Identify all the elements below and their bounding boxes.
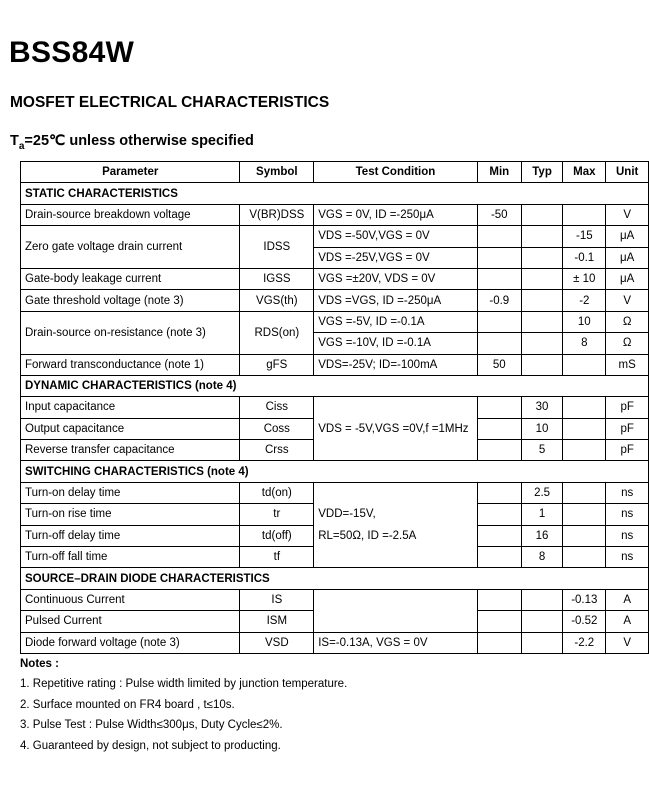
col-header-typ: Typ [521, 162, 562, 183]
min-cell [477, 525, 521, 546]
symbol-cell: Crss [240, 440, 314, 461]
param-cell: Drain-source on-resistance (note 3) [21, 311, 240, 354]
max-cell: 10 [563, 311, 606, 332]
note-item: 1. Repetitive rating : Pulse width limited by junction temperature. [20, 678, 348, 690]
unit-cell: pF [606, 418, 649, 439]
param-cell: Reverse transfer capacitance [21, 440, 240, 461]
param-cell: Turn-on rise time [21, 504, 240, 525]
max-cell: -2 [563, 290, 606, 311]
condition-cell: VGS =±20V, VDS = 0V [314, 268, 477, 289]
condition-cell: VGS =-5V, ID =-0.1A [314, 311, 477, 332]
typ-cell: 1 [521, 504, 562, 525]
max-cell: -0.1 [563, 247, 606, 268]
condition-cell: IS=-0.13A, VGS = 0V [314, 632, 477, 653]
typ-cell [521, 311, 562, 332]
typ-cell [521, 333, 562, 354]
table-row [21, 268, 649, 289]
min-cell: 50 [477, 354, 521, 375]
min-cell [477, 247, 521, 268]
max-cell: 8 [563, 333, 606, 354]
note-item: 3. Pulse Test : Pulse Width≤300μs, Duty Cycle≤2%. [20, 719, 283, 731]
typ-cell [521, 268, 562, 289]
symbol-cell: td(off) [240, 525, 314, 546]
min-cell [477, 311, 521, 332]
unit-cell: mS [606, 354, 649, 375]
min-cell [477, 397, 521, 418]
condition-cell: VDS = -5V,VGS =0V,f =1MHz [314, 397, 477, 461]
symbol-cell: ISM [240, 611, 314, 632]
unit-cell: pF [606, 397, 649, 418]
typ-cell: 30 [521, 397, 562, 418]
typ-cell [521, 354, 562, 375]
param-cell: Continuous Current [21, 589, 240, 610]
min-cell [477, 440, 521, 461]
min-cell [477, 268, 521, 289]
table-row [21, 589, 649, 610]
symbol-cell: td(on) [240, 482, 314, 503]
min-cell [477, 547, 521, 568]
symbol-cell: VGS(th) [240, 290, 314, 311]
unit-cell: V [606, 290, 649, 311]
min-cell [477, 504, 521, 525]
symbol-cell: IS [240, 589, 314, 610]
max-cell [563, 354, 606, 375]
typ-cell [521, 204, 562, 225]
min-cell: -50 [477, 204, 521, 225]
unit-cell: ns [606, 482, 649, 503]
typ-cell [521, 226, 562, 247]
part-number-title: BSS84W [9, 36, 135, 69]
max-cell [563, 547, 606, 568]
table-row [21, 632, 649, 653]
param-cell: Drain-source breakdown voltage [21, 204, 240, 225]
max-cell [563, 418, 606, 439]
symbol-cell: tr [240, 504, 314, 525]
symbol-cell: Coss [240, 418, 314, 439]
max-cell [563, 204, 606, 225]
section-title: DYNAMIC CHARACTERISTICS (note 4) [21, 375, 649, 396]
min-cell: -0.9 [477, 290, 521, 311]
electrical-characteristics-table [20, 161, 649, 654]
section-subtitle: MOSFET ELECTRICAL CHARACTERISTICS [10, 94, 330, 111]
section-title: SWITCHING CHARACTERISTICS (note 4) [21, 461, 649, 482]
condition-cell: VDS =VGS, ID =-250μA [314, 290, 477, 311]
typ-cell [521, 611, 562, 632]
max-cell: -2.2 [563, 632, 606, 653]
param-cell: Pulsed Current [21, 611, 240, 632]
condition-cell [314, 482, 477, 568]
test-condition-note: $T_a=25℃$ unless otherwise specified [10, 133, 254, 152]
max-cell: -0.13 [563, 589, 606, 610]
typ-cell: 5 [521, 440, 562, 461]
unit-cell: A [606, 611, 649, 632]
typ-cell: 10 [521, 418, 562, 439]
col-header-test-condition: Test Condition [314, 162, 477, 183]
table-row [21, 290, 649, 311]
min-cell [477, 333, 521, 354]
param-cell: Gate-body leakage current [21, 268, 240, 289]
symbol-cell: IGSS [240, 268, 314, 289]
symbol-cell: IDSS [240, 226, 314, 269]
note-item: 2. Surface mounted on FR4 board , t≤10s. [20, 698, 235, 711]
unit-cell: pF [606, 440, 649, 461]
condition-cell: VDS =-25V,VGS = 0V [314, 247, 477, 268]
table-row [21, 482, 649, 503]
col-header-symbol: Symbol [240, 162, 314, 183]
condition-cell [314, 589, 477, 632]
symbol-cell: tf [240, 547, 314, 568]
symbol-cell: gFS [240, 354, 314, 375]
unit-cell: ns [606, 547, 649, 568]
param-cell: Forward transconductance (note 1) [21, 354, 240, 375]
col-header-min: Min [477, 162, 521, 183]
param-cell: Turn-on delay time [21, 482, 240, 503]
unit-cell: ns [606, 504, 649, 525]
section-row-switching [21, 461, 649, 482]
condition-line: VDD=-15V, [318, 508, 376, 521]
param-cell: Turn-off delay time [21, 525, 240, 546]
symbol-cell: V(BR)DSS [240, 204, 314, 225]
unit-cell: ns [606, 525, 649, 546]
symbol-cell: VSD [240, 632, 314, 653]
min-cell [477, 589, 521, 610]
typ-cell [521, 247, 562, 268]
max-cell [563, 504, 606, 525]
param-cell: Turn-off fall time [21, 547, 240, 568]
section-title: SOURCE–DRAIN DIODE CHARACTERISTICS [21, 568, 649, 589]
unit-cell: V [606, 204, 649, 225]
min-cell [477, 611, 521, 632]
section-title: STATIC CHARACTERISTICS [21, 183, 649, 204]
typ-cell: 8 [521, 547, 562, 568]
param-cell: Zero gate voltage drain current [21, 226, 240, 269]
condition-cell: VGS =-10V, ID =-0.1A [314, 333, 477, 354]
min-cell [477, 226, 521, 247]
table-row [21, 311, 649, 332]
max-cell [563, 482, 606, 503]
table-row [21, 226, 649, 247]
condition-cell: VGS = 0V, ID =-250μA [314, 204, 477, 225]
unit-cell: μA [606, 247, 649, 268]
section-row-static [21, 183, 649, 204]
max-cell: -0.52 [563, 611, 606, 632]
typ-cell [521, 632, 562, 653]
symbol-cell: Ciss [240, 397, 314, 418]
unit-cell: Ω [606, 311, 649, 332]
max-cell: ± 10 [563, 268, 606, 289]
typ-cell [521, 290, 562, 311]
table-row [21, 397, 649, 418]
notes-heading: Notes : [20, 658, 59, 670]
typ-cell: 2.5 [521, 482, 562, 503]
unit-cell: Ω [606, 333, 649, 354]
table-row [21, 204, 649, 225]
param-cell: Output capacitance [21, 418, 240, 439]
param-cell: Input capacitance [21, 397, 240, 418]
typ-cell: 16 [521, 525, 562, 546]
max-cell: -15 [563, 226, 606, 247]
min-cell [477, 418, 521, 439]
param-cell: Gate threshold voltage (note 3) [21, 290, 240, 311]
note-item: 4. Guaranteed by design, not subject to producting. [20, 739, 281, 752]
unit-cell: μA [606, 268, 649, 289]
unit-cell: A [606, 589, 649, 610]
condition-line: RL=50Ω, ID =-2.5A [318, 530, 417, 543]
max-cell [563, 525, 606, 546]
col-header-max: Max [563, 162, 606, 183]
max-cell [563, 440, 606, 461]
section-row-diode [21, 568, 649, 589]
notes-block [20, 658, 347, 760]
table-header-row [21, 162, 649, 183]
min-cell [477, 632, 521, 653]
table-row [21, 354, 649, 375]
max-cell [563, 397, 606, 418]
typ-cell [521, 589, 562, 610]
unit-cell: μA [606, 226, 649, 247]
section-row-dynamic [21, 375, 649, 396]
param-cell: Diode forward voltage (note 3) [21, 632, 240, 653]
symbol-cell: RDS(on) [240, 311, 314, 354]
condition-cell: VDS=-25V; ID=-100mA [314, 354, 477, 375]
col-header-parameter: Parameter [21, 162, 240, 183]
col-header-unit: Unit [606, 162, 649, 183]
unit-cell: V [606, 632, 649, 653]
min-cell [477, 482, 521, 503]
condition-cell: VDS =-50V,VGS = 0V [314, 226, 477, 247]
